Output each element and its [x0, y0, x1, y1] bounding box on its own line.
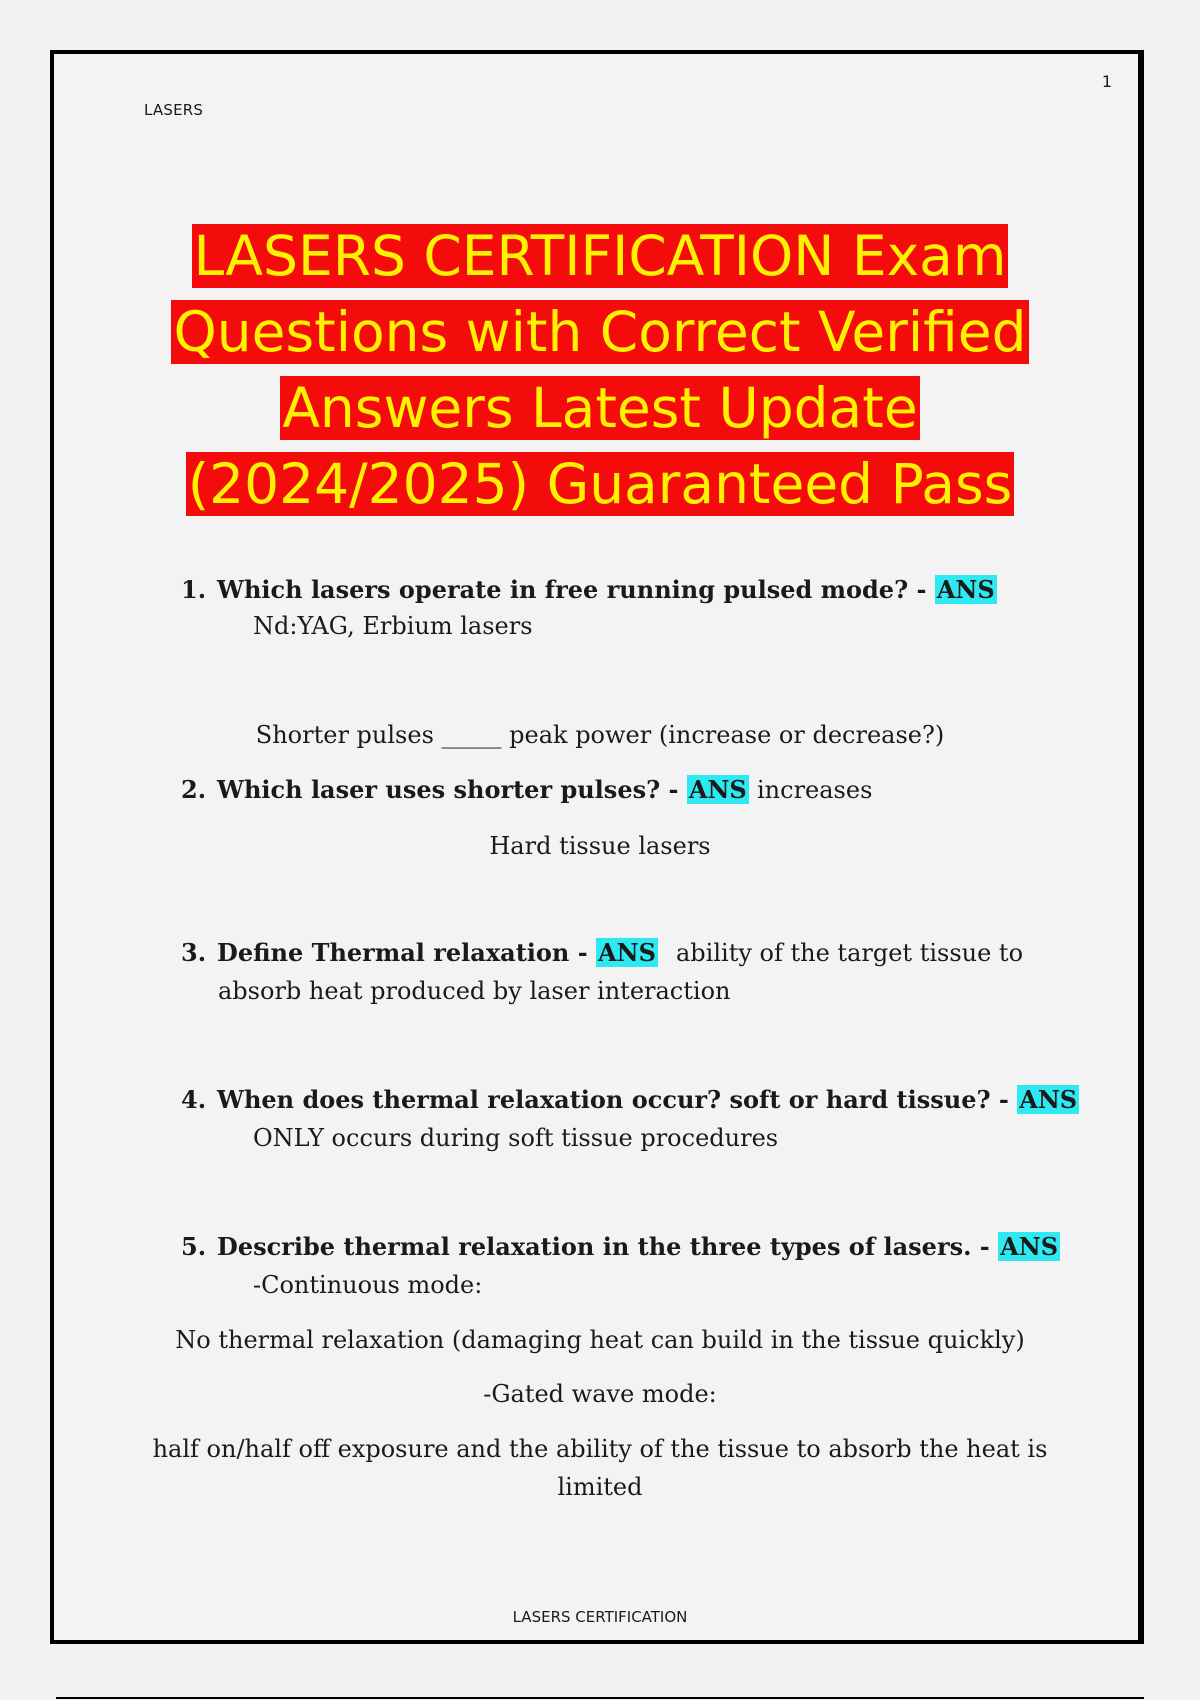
title-line-1: LASERS CERTIFICATION Exam: [193, 224, 1007, 288]
question-text: When does thermal relaxation occur? soft or hard tissue? -: [217, 1085, 1009, 1114]
title-line-2: Questions with Correct Verified: [173, 300, 1027, 364]
answer-line: Shorter pulses _____ peak power (increase or decrease?): [255, 721, 945, 749]
question-number: 1.: [181, 575, 207, 604]
answer-line: -Gated wave mode:: [483, 1380, 717, 1408]
answer-line: No thermal relaxation (damaging heat can build in the tissue quickly): [175, 1326, 1025, 1354]
answer-inline: ability of the target tissue to: [676, 939, 1024, 967]
question-text: Which laser uses shorter pulses? -: [217, 775, 679, 804]
answer-line: half on/half off exposure and the ability of the tissue to absorb the heat is: [152, 1435, 1048, 1463]
question-number: 4.: [181, 1085, 207, 1114]
question-text: Which lasers operate in free running pulsed mode? -: [217, 575, 927, 604]
answer-line: limited: [557, 1473, 643, 1501]
question-number: 3.: [181, 938, 207, 967]
title-line-3: Answers Latest Update: [282, 376, 918, 440]
footer-label: LASERS CERTIFICATION: [512, 1608, 688, 1626]
question-3: [181, 935, 658, 971]
question-5: [181, 1229, 1060, 1265]
question-number: 5.: [181, 1232, 207, 1261]
answer-line: absorb heat produced by laser interaction: [218, 977, 731, 1005]
question-text: Describe thermal relaxation in the three types of lasers. -: [217, 1232, 990, 1261]
question-1: [181, 572, 997, 608]
ans-label: ANS: [688, 775, 747, 804]
answer-line: -Continuous mode:: [253, 1271, 483, 1299]
ans-label: ANS: [1000, 1232, 1059, 1261]
question-2: [181, 772, 749, 808]
ans-label: ANS: [936, 575, 995, 604]
answer-line: ONLY occurs during soft tissue procedures: [253, 1124, 779, 1152]
question-text: Define Thermal relaxation -: [217, 938, 588, 967]
title-line-4: (2024/2025) Guaranteed Pass: [187, 452, 1013, 516]
ans-label: ANS: [1019, 1085, 1078, 1114]
document-title: [130, 218, 1070, 522]
page-number: 1: [1101, 72, 1112, 91]
ans-label: ANS: [598, 938, 656, 967]
answer-line: Hard tissue lasers: [489, 832, 711, 860]
answer-line: Nd:YAG, Erbium lasers: [253, 612, 533, 640]
question-4: [181, 1082, 1079, 1118]
question-number: 2.: [181, 775, 207, 804]
running-head: LASERS: [144, 101, 204, 119]
answer-inline: increases: [757, 776, 873, 804]
bottom-rule: [56, 1697, 1144, 1699]
